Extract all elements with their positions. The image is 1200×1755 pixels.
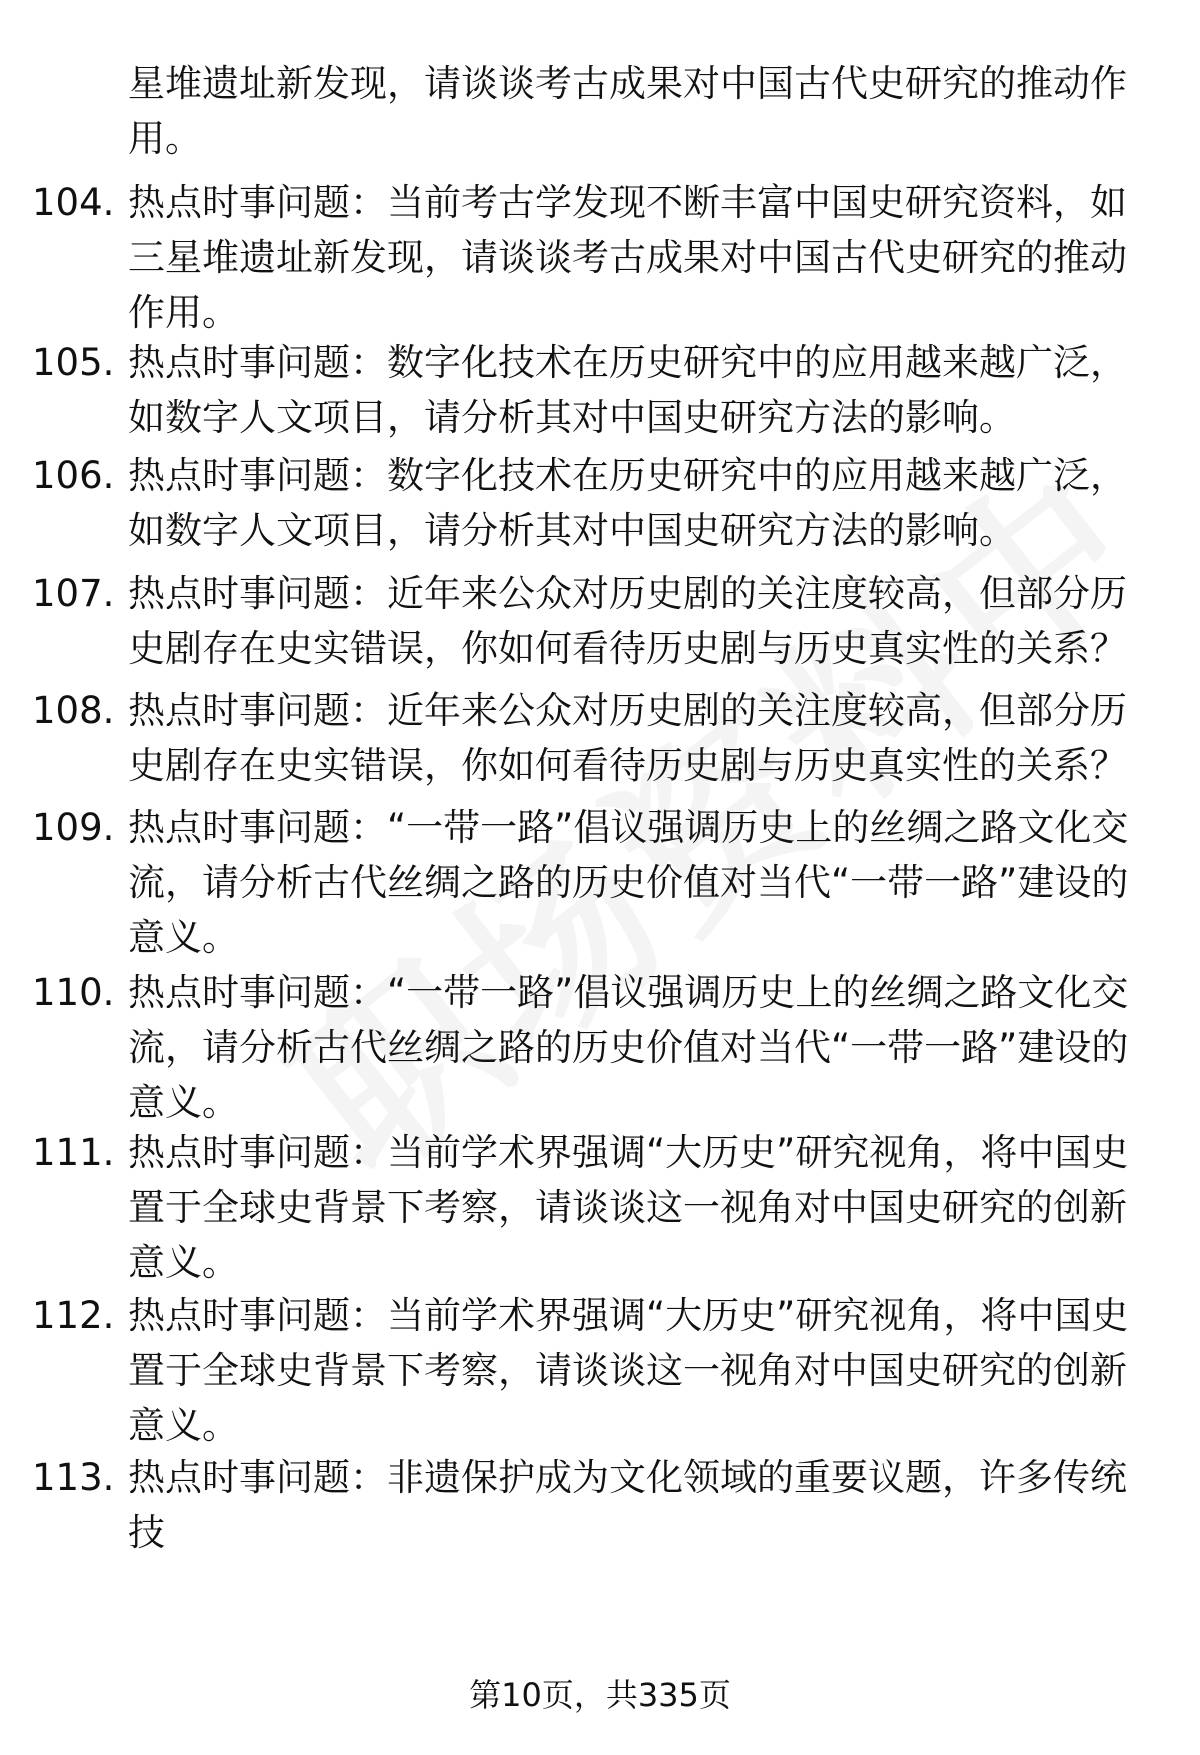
question-text: 热点时事问题：数字化技术在历史研究中的应用越来越广泛，如数字人文项目，请分析其对中国史研究方法的影响。: [128, 341, 1127, 439]
question-text: 热点时事问题：近年来公众对历史剧的关注度较高，但部分历史剧存在史实错误，你如何看待历史剧与历史真实性的关系？: [128, 689, 1127, 787]
question-number: 113.: [32, 1456, 115, 1499]
question-number: 112.: [32, 1294, 115, 1337]
continued-question-text: 星堆遗址新发现，请谈谈考古成果对中国古代史研究的推动作用。: [128, 62, 1127, 160]
question-text: 热点时事问题：数字化技术在历史研究中的应用越来越广泛，如数字人文项目，请分析其对中国史研究方法的影响。: [128, 454, 1127, 552]
page-number: 第10页，共335页: [469, 1676, 731, 1714]
question-text: 热点时事问题：“一带一路”倡议强调历史上的丝绸之路文化交流，请分析古代丝绸之路的历史价值对当代“一带一路”建设的意义。: [128, 971, 1129, 1124]
question-number: 109.: [32, 806, 115, 849]
question-number: 111.: [32, 1131, 115, 1174]
question-text: 热点时事问题：非遗保护成为文化领域的重要议题，许多传统技: [128, 1456, 1127, 1554]
question-number: 107.: [32, 572, 115, 615]
question-text: 热点时事问题：“一带一路”倡议强调历史上的丝绸之路文化交流，请分析古代丝绸之路的历史价值对当代“一带一路”建设的意义。: [128, 806, 1129, 959]
question-number: 106.: [32, 454, 115, 497]
question-number: 104.: [32, 181, 115, 224]
question-number: 108.: [32, 689, 115, 732]
question-text: 热点时事问题：当前学术界强调“大历史”研究视角，将中国史置于全球史背景下考察，请谈谈这一视角对中国史研究的创新意义。: [128, 1294, 1129, 1447]
question-number: 110.: [32, 971, 115, 1014]
question-number: 105.: [32, 341, 115, 384]
question-text: 热点时事问题：近年来公众对历史剧的关注度较高，但部分历史剧存在史实错误，你如何看待历史剧与历史真实性的关系？: [128, 572, 1127, 670]
question-text: 热点时事问题：当前学术界强调“大历史”研究视角，将中国史置于全球史背景下考察，请谈谈这一视角对中国史研究的创新意义。: [128, 1131, 1129, 1284]
question-text: 热点时事问题：当前考古学发现不断丰富中国史研究资料，如三星堆遗址新发现，请谈谈考古成果对中国古代史研究的推动作用。: [128, 181, 1127, 334]
